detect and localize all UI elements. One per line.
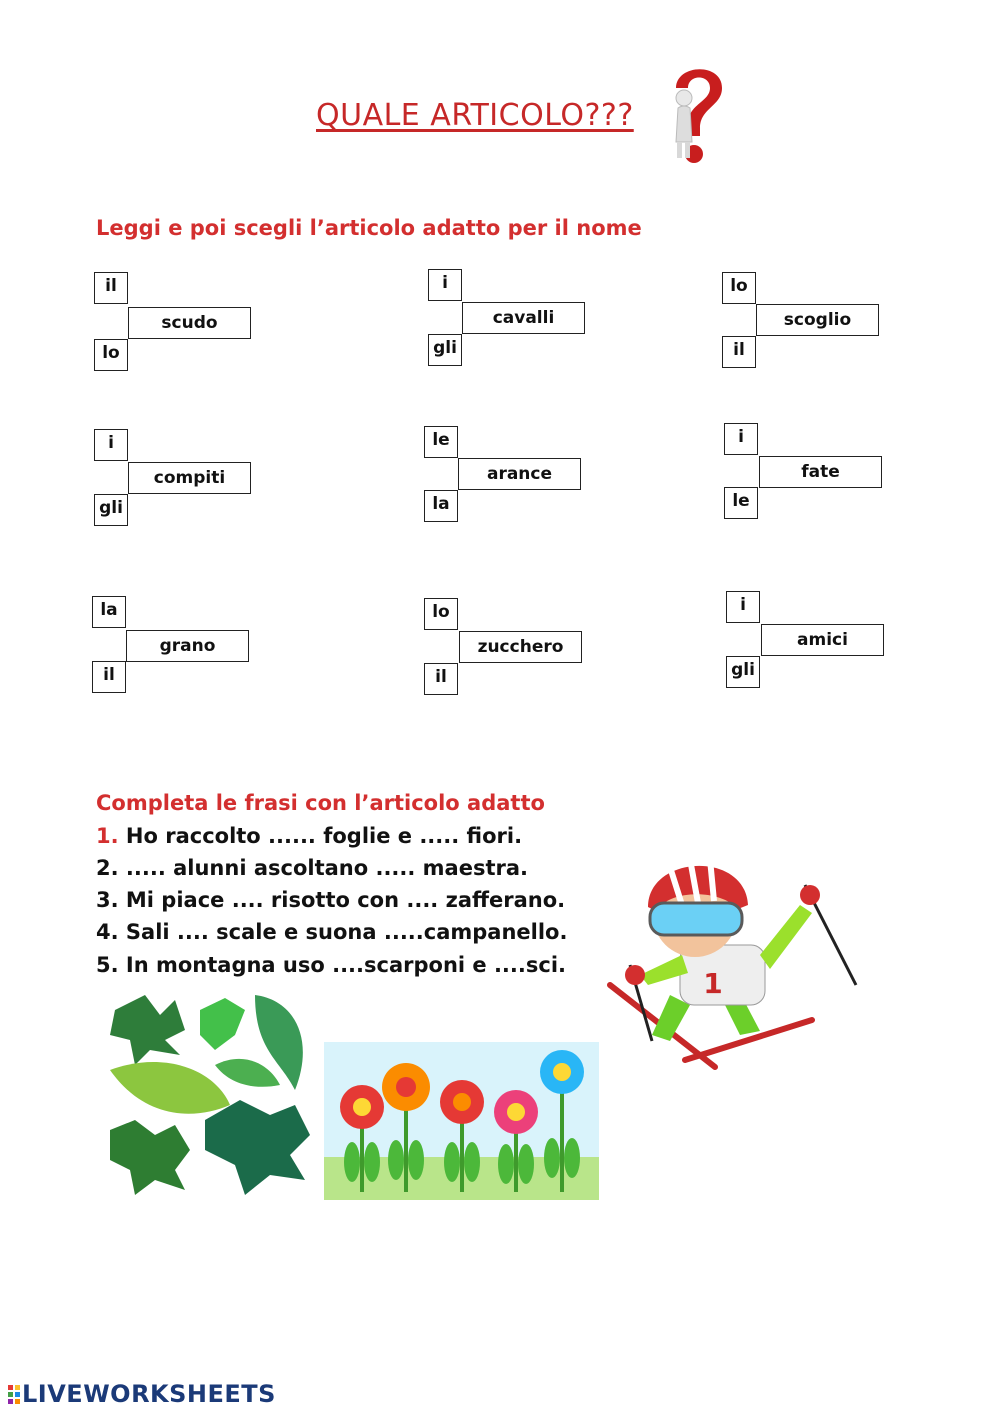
noun-label: compiti [128,462,251,494]
article-option-top[interactable]: lo [722,272,756,304]
article-option-top[interactable]: il [94,272,128,304]
article-option-top[interactable]: i [428,269,462,301]
article-option-bottom[interactable]: gli [94,494,128,526]
noun-label: zucchero [459,631,582,663]
noun-label: amici [761,624,884,656]
article-option-bottom[interactable]: il [92,661,126,693]
page-title: QUALE ARTICOLO??? [316,98,634,133]
article-option-top[interactable]: le [424,426,458,458]
article-option-bottom[interactable]: la [424,490,458,522]
article-option-top[interactable]: i [726,591,760,623]
noun-label: grano [126,630,249,662]
article-option-bottom[interactable]: gli [428,334,462,366]
sentence-text: Ho raccolto ...... foglie e ..... fiori. [118,824,523,848]
sentence-number: 3. [96,888,119,912]
noun-label: scoglio [756,304,879,336]
article-option-bottom[interactable]: gli [726,656,760,688]
skier-illustration [600,845,870,1075]
sentence-number: 4. [96,920,119,944]
flowers-illustration [324,1042,599,1200]
section-2-heading: Completa le frasi con l’articolo adatto [96,791,545,815]
noun-label: cavalli [462,302,585,334]
article-option-top[interactable]: lo [424,598,458,630]
liveworksheets-logo-icon [6,1383,22,1407]
sentence-number: 2. [96,856,119,880]
sentence-1[interactable] [96,824,522,848]
noun-label: fate [759,456,882,488]
article-option-bottom[interactable]: lo [94,339,128,371]
article-option-top[interactable]: i [94,429,128,461]
sentence-5[interactable] [96,953,566,977]
sentence-number: 1. [96,824,119,848]
noun-label: scudo [128,307,251,339]
sentence-2[interactable] [96,856,528,880]
sentence-text: Mi piace .... risotto con .... zafferano. [118,888,566,912]
sentence-number: 5. [96,953,119,977]
article-option-bottom[interactable]: il [424,663,458,695]
sentence-text: ..... alunni ascoltano ..... maestra. [118,856,529,880]
sentence-4[interactable] [96,920,567,944]
article-option-top[interactable]: i [724,423,758,455]
question-mark-icon [660,58,732,170]
article-option-bottom[interactable]: le [724,487,758,519]
sentence-text: In montagna uso ....scarponi e ....sci. [118,953,566,977]
article-option-top[interactable]: la [92,596,126,628]
liveworksheets-logo[interactable]: LIVEWORKSHEETS [22,1380,276,1408]
sentence-text: Sali .... scale e suona .....campanello. [118,920,568,944]
leaves-illustration [105,990,325,1200]
section-1-heading: Leggi e poi scegli l’articolo adatto per il nome [96,216,642,240]
noun-label: arance [458,458,581,490]
sentence-3[interactable] [96,888,565,912]
skier-bib-number: 1 [703,967,723,1000]
article-option-bottom[interactable]: il [722,336,756,368]
